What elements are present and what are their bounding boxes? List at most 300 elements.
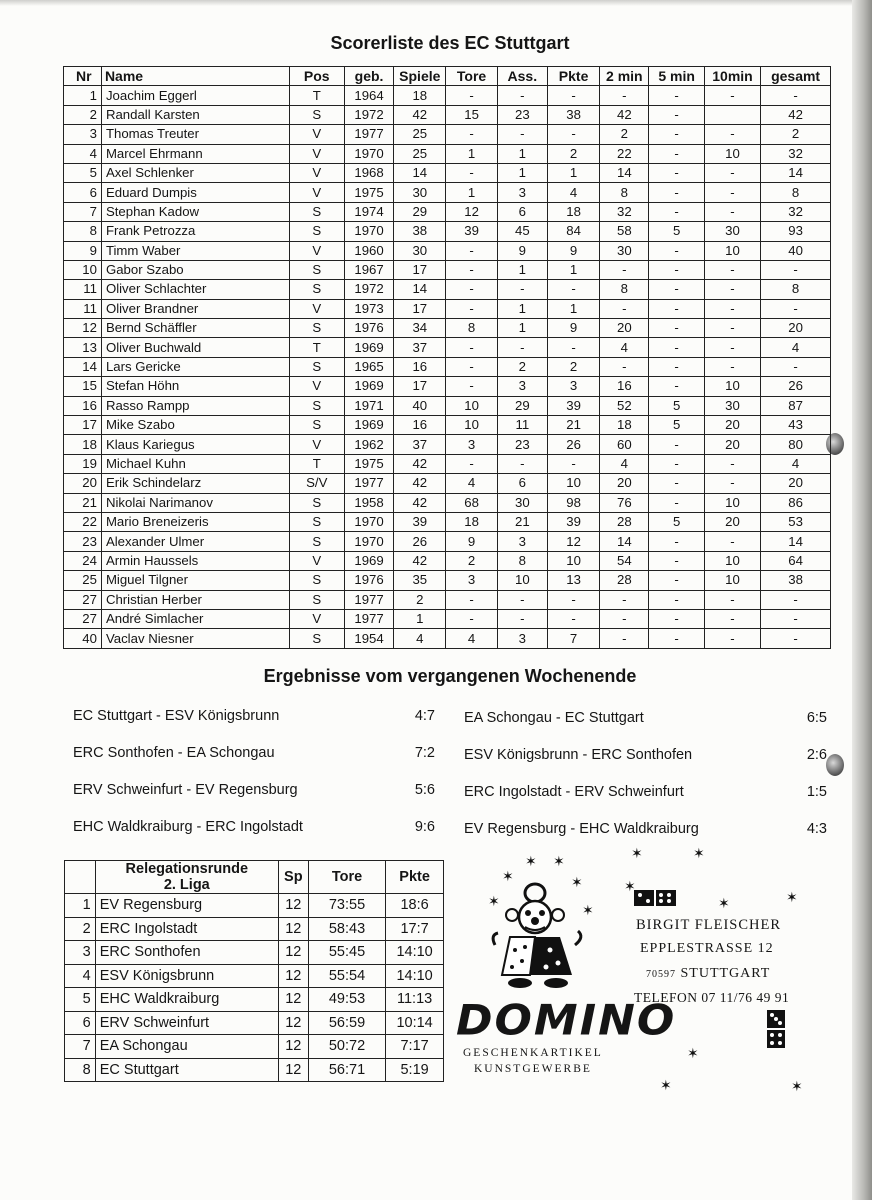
scorer-cell: -	[704, 125, 760, 144]
scorer-cell: -	[704, 260, 760, 279]
scorer-cell: 28	[600, 512, 649, 531]
scorer-cell: -	[446, 125, 497, 144]
scorer-row	[64, 416, 831, 435]
scorer-cell: S	[289, 629, 344, 648]
scorer-cell: 10	[547, 474, 599, 493]
standings-cell: 18:6	[386, 894, 444, 918]
standings-cell: EHC Waldkraiburg	[95, 988, 278, 1012]
scorer-cell: -	[649, 338, 704, 357]
scorer-cell: 25	[64, 571, 102, 590]
scorer-cell: -	[497, 86, 547, 105]
scorer-cell: -	[649, 241, 704, 260]
ad-zip: 70597	[646, 969, 676, 980]
scorer-cell: V	[289, 377, 344, 396]
scorer-cell: 1977	[344, 474, 393, 493]
scorer-cell: 1973	[344, 299, 393, 318]
scorer-cell: 1972	[344, 280, 393, 299]
scorer-cell: -	[704, 183, 760, 202]
scorer-cell: -	[704, 590, 760, 609]
scorer-cell: -	[761, 629, 831, 648]
scorer-row	[64, 590, 831, 609]
scorer-cell: 39	[547, 396, 599, 415]
scorer-cell: Mario Breneizeris	[101, 512, 289, 531]
scorer-row	[64, 571, 831, 590]
scorer-cell: 4	[446, 629, 497, 648]
standings-sp-header: Sp	[278, 861, 308, 894]
scorer-cell: S	[289, 532, 344, 551]
scorer-cell: 20	[600, 319, 649, 338]
scorer-cell: 20	[600, 474, 649, 493]
scorer-cell: -	[649, 144, 704, 163]
standings-title-line1: Relegationsrunde	[125, 861, 249, 877]
standings-cell: 8	[65, 1058, 96, 1082]
scorer-cell: -	[649, 105, 704, 124]
scorer-cell: -	[600, 590, 649, 609]
scorer-row	[64, 474, 831, 493]
standings-row	[65, 1058, 444, 1082]
scorer-cell: 9	[446, 532, 497, 551]
scorer-cell: S	[289, 260, 344, 279]
scorer-cell: 15	[446, 105, 497, 124]
scorer-cell: 1965	[344, 357, 393, 376]
scorer-cell: Bernd Schäffler	[101, 319, 289, 338]
scorer-cell: Erik Schindelarz	[101, 474, 289, 493]
scorer-cell: 4	[64, 144, 102, 163]
scorer-cell: Joachim Eggerl	[101, 86, 289, 105]
standings-cell: 7:17	[386, 1035, 444, 1059]
scorer-cell: V	[289, 241, 344, 260]
result-score: 7:2	[414, 745, 435, 761]
scorer-cell: 52	[600, 396, 649, 415]
scorer-cell: 32	[600, 202, 649, 221]
ad-city-line	[646, 966, 770, 982]
scorer-cell: Nikolai Narimanov	[101, 493, 289, 512]
scorer-cell: 1	[446, 144, 497, 163]
scorer-cell: Oliver Brandner	[101, 299, 289, 318]
scorer-cell: -	[497, 454, 547, 473]
scorer-row	[64, 144, 831, 163]
scorer-cell: -	[649, 551, 704, 570]
ad-street: EPPLESTRASSE 12	[640, 941, 774, 956]
scorer-cell: -	[446, 590, 497, 609]
star-icon: ✶	[687, 1045, 699, 1061]
scorer-cell: -	[761, 299, 831, 318]
standings-cell: 6	[65, 1011, 96, 1035]
scorer-col-header: Nr	[64, 67, 102, 86]
result-match: ERV Schweinfurt - EV Regensburg	[73, 782, 298, 798]
scorer-cell: 1977	[344, 125, 393, 144]
scorer-cell: 5	[649, 512, 704, 531]
scorer-cell: 4	[600, 454, 649, 473]
scorer-cell: -	[446, 86, 497, 105]
scorer-cell: 3	[497, 629, 547, 648]
standings-row	[65, 1011, 444, 1035]
scorer-cell: 14	[600, 532, 649, 551]
scorer-cell: -	[600, 629, 649, 648]
scorer-cell: 1	[497, 163, 547, 182]
scorer-cell: 9	[547, 319, 599, 338]
scorer-cell: 18	[446, 512, 497, 531]
scorer-cell: 8	[761, 280, 831, 299]
scorer-cell: -	[649, 260, 704, 279]
scorer-cell: 10	[446, 396, 497, 415]
scorer-cell: 17	[394, 260, 446, 279]
scorer-cell: -	[704, 86, 760, 105]
scorer-cell: 23	[64, 532, 102, 551]
standings-title	[95, 861, 278, 894]
star-icon: ✶	[718, 895, 730, 911]
result-score: 5:6	[414, 782, 435, 798]
scorer-cell: 20	[761, 474, 831, 493]
standings-cell: 3	[65, 941, 96, 965]
scorer-cell: S/V	[289, 474, 344, 493]
scorer-cell: -	[649, 590, 704, 609]
scorer-cell: Michael Kuhn	[101, 454, 289, 473]
scorer-row	[64, 493, 831, 512]
scorer-cell: 1954	[344, 629, 393, 648]
scorer-cell: -	[649, 163, 704, 182]
scorer-cell: -	[649, 435, 704, 454]
scorer-cell: S	[289, 222, 344, 241]
scorer-cell: 37	[394, 435, 446, 454]
scorer-cell: 21	[64, 493, 102, 512]
scorer-row	[64, 260, 831, 279]
scorer-cell: 32	[761, 202, 831, 221]
scorer-cell: 39	[394, 512, 446, 531]
scorer-cell: 10	[547, 551, 599, 570]
scorer-cell: V	[289, 435, 344, 454]
scorer-cell: 9	[547, 241, 599, 260]
scorer-cell: 20	[64, 474, 102, 493]
scorer-cell: 21	[497, 512, 547, 531]
scorer-cell: 87	[761, 396, 831, 415]
standings-cell: 12	[278, 941, 308, 965]
scorer-cell: 45	[497, 222, 547, 241]
scorer-cell: -	[649, 183, 704, 202]
scorer-cell: 16	[394, 416, 446, 435]
ad-city: STUTTGART	[680, 966, 771, 981]
scorer-cell: 12	[64, 319, 102, 338]
scorer-cell: 4	[394, 629, 446, 648]
scorer-cell: 1	[547, 163, 599, 182]
standings-cell: 56:59	[308, 1011, 385, 1035]
standings-cell: ERC Sonthofen	[95, 941, 278, 965]
scorer-col-header: 5 min	[649, 67, 704, 86]
scorer-cell: 10	[497, 571, 547, 590]
scorer-cell: 1958	[344, 493, 393, 512]
scorer-cell: -	[761, 86, 831, 105]
scorer-cell: V	[289, 183, 344, 202]
scorer-cell: -	[600, 260, 649, 279]
scorer-cell: 10	[704, 571, 760, 590]
scorer-cell: -	[547, 338, 599, 357]
scorer-cell: 10	[64, 260, 102, 279]
scorer-cell: 23	[497, 105, 547, 124]
scorer-cell: -	[600, 357, 649, 376]
ad-line1: GESCHENKARTIKEL	[463, 1047, 603, 1059]
scorer-row	[64, 183, 831, 202]
scorer-cell: -	[761, 260, 831, 279]
scorer-cell: 3	[547, 377, 599, 396]
scorer-cell: 3	[497, 377, 547, 396]
scorer-cell: 26	[547, 435, 599, 454]
scorer-cell: 60	[600, 435, 649, 454]
standings-cell: ERV Schweinfurt	[95, 1011, 278, 1035]
scorer-cell: André Simlacher	[101, 609, 289, 628]
scorer-cell: 39	[547, 512, 599, 531]
scorer-cell: Rasso Rampp	[101, 396, 289, 415]
scorer-cell: 7	[547, 629, 599, 648]
scorer-col-header: Tore	[446, 67, 497, 86]
standings-cell: 56:71	[308, 1058, 385, 1082]
scorer-cell: -	[497, 338, 547, 357]
standings-cell: 55:54	[308, 964, 385, 988]
scorer-cell: 11	[497, 416, 547, 435]
star-icon: ✶	[571, 874, 583, 890]
scorer-cell: -	[761, 609, 831, 628]
standings-cell: 14:10	[386, 941, 444, 965]
standings-cell: 49:53	[308, 988, 385, 1012]
scorer-cell: 1962	[344, 435, 393, 454]
scorer-cell: Oliver Schlachter	[101, 280, 289, 299]
scorer-cell: -	[547, 454, 599, 473]
scorer-row	[64, 357, 831, 376]
scorer-cell: 53	[761, 512, 831, 531]
scorer-cell: 27	[64, 609, 102, 628]
scorer-cell: 2	[547, 357, 599, 376]
scorer-cell: -	[547, 590, 599, 609]
standings-table	[64, 860, 444, 1082]
clown-logo	[490, 875, 590, 995]
scorer-cell: S	[289, 590, 344, 609]
scorer-cell: 18	[547, 202, 599, 221]
punch-hole	[826, 754, 844, 776]
scorer-cell: 3	[446, 435, 497, 454]
ad-line2: KUNSTGEWERBE	[474, 1063, 592, 1075]
scorer-cell: 1977	[344, 590, 393, 609]
result-match: ERC Ingolstadt - ERV Schweinfurt	[464, 784, 684, 800]
scorer-cell: 2	[547, 144, 599, 163]
standings-cell: 12	[278, 1058, 308, 1082]
scorer-cell: 9	[497, 241, 547, 260]
standings-row	[65, 941, 444, 965]
scorer-cell: 1975	[344, 454, 393, 473]
scorer-cell: 26	[761, 377, 831, 396]
scorer-cell: 25	[394, 125, 446, 144]
scorer-cell: 12	[446, 202, 497, 221]
scorer-row	[64, 86, 831, 105]
star-icon: ✶	[488, 893, 500, 909]
scorer-cell: V	[289, 299, 344, 318]
scorer-row	[64, 222, 831, 241]
scorer-cell: -	[497, 609, 547, 628]
scorer-cell: 38	[547, 105, 599, 124]
scorer-cell: 11	[64, 280, 102, 299]
scorer-cell: 1976	[344, 571, 393, 590]
scorer-table	[63, 66, 831, 649]
domino-small-icon	[634, 890, 676, 906]
scorer-cell: -	[497, 125, 547, 144]
scorer-cell: 22	[600, 144, 649, 163]
scorer-cell: 1970	[344, 532, 393, 551]
scorer-row	[64, 202, 831, 221]
scorer-cell: 42	[394, 493, 446, 512]
result-match: ESV Königsbrunn - ERC Sonthofen	[464, 747, 693, 763]
scorer-title: Scorerliste des EC Stuttgart	[330, 33, 570, 53]
scorer-cell: 17	[64, 416, 102, 435]
scorer-cell: 32	[761, 144, 831, 163]
scorer-cell: 8	[446, 319, 497, 338]
scorer-row	[64, 280, 831, 299]
scorer-cell: -	[649, 319, 704, 338]
scorer-cell: 1	[497, 260, 547, 279]
scorer-cell: S	[289, 571, 344, 590]
scorer-cell: S	[289, 105, 344, 124]
scorer-cell: 1	[446, 183, 497, 202]
scorer-cell: 3	[497, 532, 547, 551]
standings-row	[65, 894, 444, 918]
scorer-cell: S	[289, 493, 344, 512]
scorer-cell: -	[704, 609, 760, 628]
results-title: Ergebnisse vom vergangenen Wochenende	[263, 666, 637, 686]
scorer-cell: 30	[704, 222, 760, 241]
standings-cell: 17:7	[386, 917, 444, 941]
scorer-cell: 5	[649, 222, 704, 241]
scorer-cell: 24	[64, 551, 102, 570]
scorer-cell: 64	[761, 551, 831, 570]
scorer-cell: 30	[394, 241, 446, 260]
domino-tile-icon	[767, 1010, 785, 1048]
scorer-cell: 1970	[344, 512, 393, 531]
scorer-cell: 10	[704, 377, 760, 396]
scorer-cell: Armin Haussels	[101, 551, 289, 570]
scorer-cell: Christian Herber	[101, 590, 289, 609]
scorer-cell: 20	[761, 319, 831, 338]
scorer-cell: 12	[547, 532, 599, 551]
scorer-cell: 19	[64, 454, 102, 473]
scorer-cell: 14	[64, 357, 102, 376]
scorer-cell: 14	[761, 163, 831, 182]
scorer-cell: 42	[394, 454, 446, 473]
scorer-cell: 20	[704, 512, 760, 531]
scorer-cell: 8	[64, 222, 102, 241]
scorer-cell: -	[649, 202, 704, 221]
scorer-row	[64, 241, 831, 260]
scorer-cell: 10	[704, 241, 760, 260]
standings-cell: 7	[65, 1035, 96, 1059]
scorer-cell: -	[704, 338, 760, 357]
scorer-cell: 17	[394, 299, 446, 318]
scorer-cell: -	[761, 590, 831, 609]
scorer-cell: -	[649, 609, 704, 628]
scorer-cell: Mike Szabo	[101, 416, 289, 435]
scorer-cell: 13	[64, 338, 102, 357]
page-top-edge	[0, 0, 872, 6]
scorer-cell: 8	[761, 183, 831, 202]
standings-row	[65, 917, 444, 941]
scorer-cell: 1975	[344, 183, 393, 202]
scorer-cell: 1967	[344, 260, 393, 279]
result-match: ERC Sonthofen - EA Schongau	[73, 745, 275, 761]
ad-phone: TELEFON 07 11/76 49 91	[634, 990, 790, 1005]
standings-cell: EC Stuttgart	[95, 1058, 278, 1082]
standings-cell: 4	[65, 964, 96, 988]
scorer-cell: 98	[547, 493, 599, 512]
scorer-cell: -	[649, 280, 704, 299]
scorer-cell: 1964	[344, 86, 393, 105]
scorer-cell: 3	[497, 183, 547, 202]
scorer-cell: -	[446, 241, 497, 260]
scorer-cell: 3	[64, 125, 102, 144]
scorer-cell: Gabor Szabo	[101, 260, 289, 279]
scorer-cell: Thomas Treuter	[101, 125, 289, 144]
scorer-cell: 10	[704, 144, 760, 163]
scorer-cell: Marcel Ehrmann	[101, 144, 289, 163]
standings-cell: 14:10	[386, 964, 444, 988]
scorer-cell: 13	[547, 571, 599, 590]
standings-cell: 12	[278, 964, 308, 988]
scorer-cell: 2	[394, 590, 446, 609]
scorer-cell: 10	[446, 416, 497, 435]
standings-title-line2: 2. Liga	[163, 877, 210, 893]
standings-row	[65, 964, 444, 988]
scorer-cell: 17	[394, 377, 446, 396]
scorer-cell: 37	[394, 338, 446, 357]
scorer-cell: -	[649, 299, 704, 318]
scorer-cell: 38	[394, 222, 446, 241]
scorer-cell: 30	[704, 396, 760, 415]
scorer-cell: 2	[761, 125, 831, 144]
scorer-col-header: Ass.	[497, 67, 547, 86]
result-match: EV Regensburg - EHC Waldkraiburg	[464, 821, 699, 837]
scorer-cell: 14	[394, 163, 446, 182]
scorer-cell: 2	[600, 125, 649, 144]
scorer-cell: S	[289, 280, 344, 299]
scorer-cell: 18	[600, 416, 649, 435]
scorer-cell: 4	[761, 338, 831, 357]
scorer-row	[64, 512, 831, 531]
standings-pkte-header: Pkte	[386, 861, 444, 894]
scorer-cell: 1971	[344, 396, 393, 415]
scorer-cell: 8	[600, 183, 649, 202]
scorer-cell: -	[704, 357, 760, 376]
result-score: 2:6	[806, 747, 827, 763]
standings-cell: 11:13	[386, 988, 444, 1012]
scorer-cell: 25	[394, 144, 446, 163]
scorer-cell: -	[649, 571, 704, 590]
scorer-cell: Lars Gericke	[101, 357, 289, 376]
scorer-cell: -	[600, 299, 649, 318]
scorer-col-header: Pkte	[547, 67, 599, 86]
scorer-cell: -	[704, 454, 760, 473]
scorer-col-header: Name	[101, 67, 289, 86]
scorer-cell: 23	[497, 435, 547, 454]
scorer-cell: -	[446, 357, 497, 376]
result-score: 1:5	[806, 784, 827, 800]
standings-cell: 5:19	[386, 1058, 444, 1082]
scorer-cell: T	[289, 338, 344, 357]
scorer-cell: 35	[394, 571, 446, 590]
standings-cell: ERC Ingolstadt	[95, 917, 278, 941]
scorer-cell: -	[446, 377, 497, 396]
scorer-cell: 43	[761, 416, 831, 435]
scorer-cell: -	[704, 629, 760, 648]
scorer-cell: 5	[64, 163, 102, 182]
scorer-cell: -	[649, 493, 704, 512]
scorer-cell: V	[289, 144, 344, 163]
scorer-cell: 1972	[344, 105, 393, 124]
scorer-row	[64, 105, 831, 124]
